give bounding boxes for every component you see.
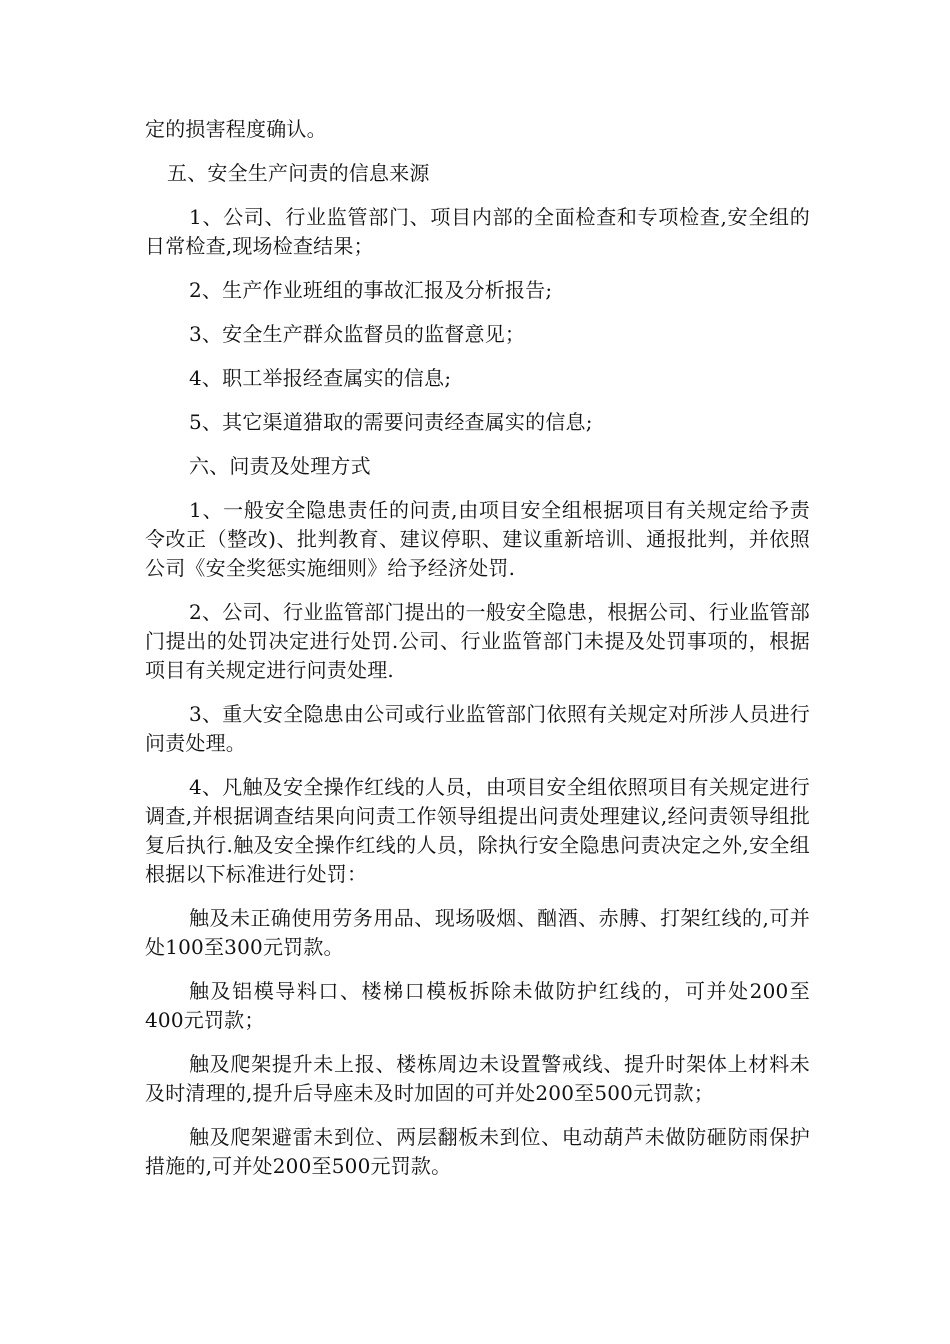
document-body <box>145 115 810 1196</box>
list-item-5-5: 5、其它渠道猎取的需要问责经查属实的信息; <box>189 410 593 434</box>
paragraph-continuation: 定的损害程度确认。 <box>145 117 327 141</box>
list-item-5-4: 4、职工举报经查属实的信息; <box>189 366 452 390</box>
list-item-6-1: 1、一般安全隐患责任的问责,由项目安全组根据项目有关规定给予责令改正（整改)、批判教育、建议停职、建议重新培训、通报批判，并依照公司《安全奖惩实施细则》给予经济处罚. <box>145 498 810 580</box>
penalty-item-1: 触及未正确使用劳务用品、现场吸烟、酗酒、赤膊、打架红线的,可并处100至300元罚款。 <box>145 906 810 959</box>
penalty-item-2: 触及铝模导料口、楼梯口模板拆除未做防护红线的，可并处200至400元罚款； <box>145 979 810 1032</box>
list-item-5-2: 2、生产作业班组的事故汇报及分析报告; <box>189 278 553 302</box>
list-item-5-1: 1、公司、行业监管部门、项目内部的全面检查和专项检查,安全组的日常检查,现场检查结果； <box>145 205 810 258</box>
penalty-item-3: 触及爬架提升未上报、楼栋周边未设置警戒线、提升时架体上材料未及时清理的,提升后导座未及时加固的可并处200至500元罚款； <box>145 1052 810 1105</box>
list-item-6-4: 4、凡触及安全操作红线的人员，由项目安全组依照项目有关规定进行调查,并根据调查结果向问责工作领导组提出问责处理建议,经问责领导组批复后执行.触及安全操作红线的人员，除执行安全隐患问责决定之外,安全组根据以下标准进行处罚： <box>145 775 810 886</box>
section-heading-5: 五、安全生产问责的信息来源 <box>167 161 430 185</box>
list-item-5-3: 3、安全生产群众监督员的监督意见； <box>189 322 526 346</box>
list-item-6-2: 2、公司、行业监管部门提出的一般安全隐患，根据公司、行业监管部门提出的处罚决定进行处罚.公司、行业监管部门未提及处罚事项的，根据项目有关规定进行问责处理. <box>145 600 810 682</box>
section-heading-6: 六、问责及处理方式 <box>189 454 371 478</box>
penalty-item-4: 触及爬架避雷未到位、两层翻板未到位、电动葫芦未做防砸防雨保护措施的,可并处200至500元罚款。 <box>145 1125 810 1178</box>
list-item-6-3: 3、重大安全隐患由公司或行业监管部门依照有关规定对所涉人员进行问责处理。 <box>145 702 810 755</box>
